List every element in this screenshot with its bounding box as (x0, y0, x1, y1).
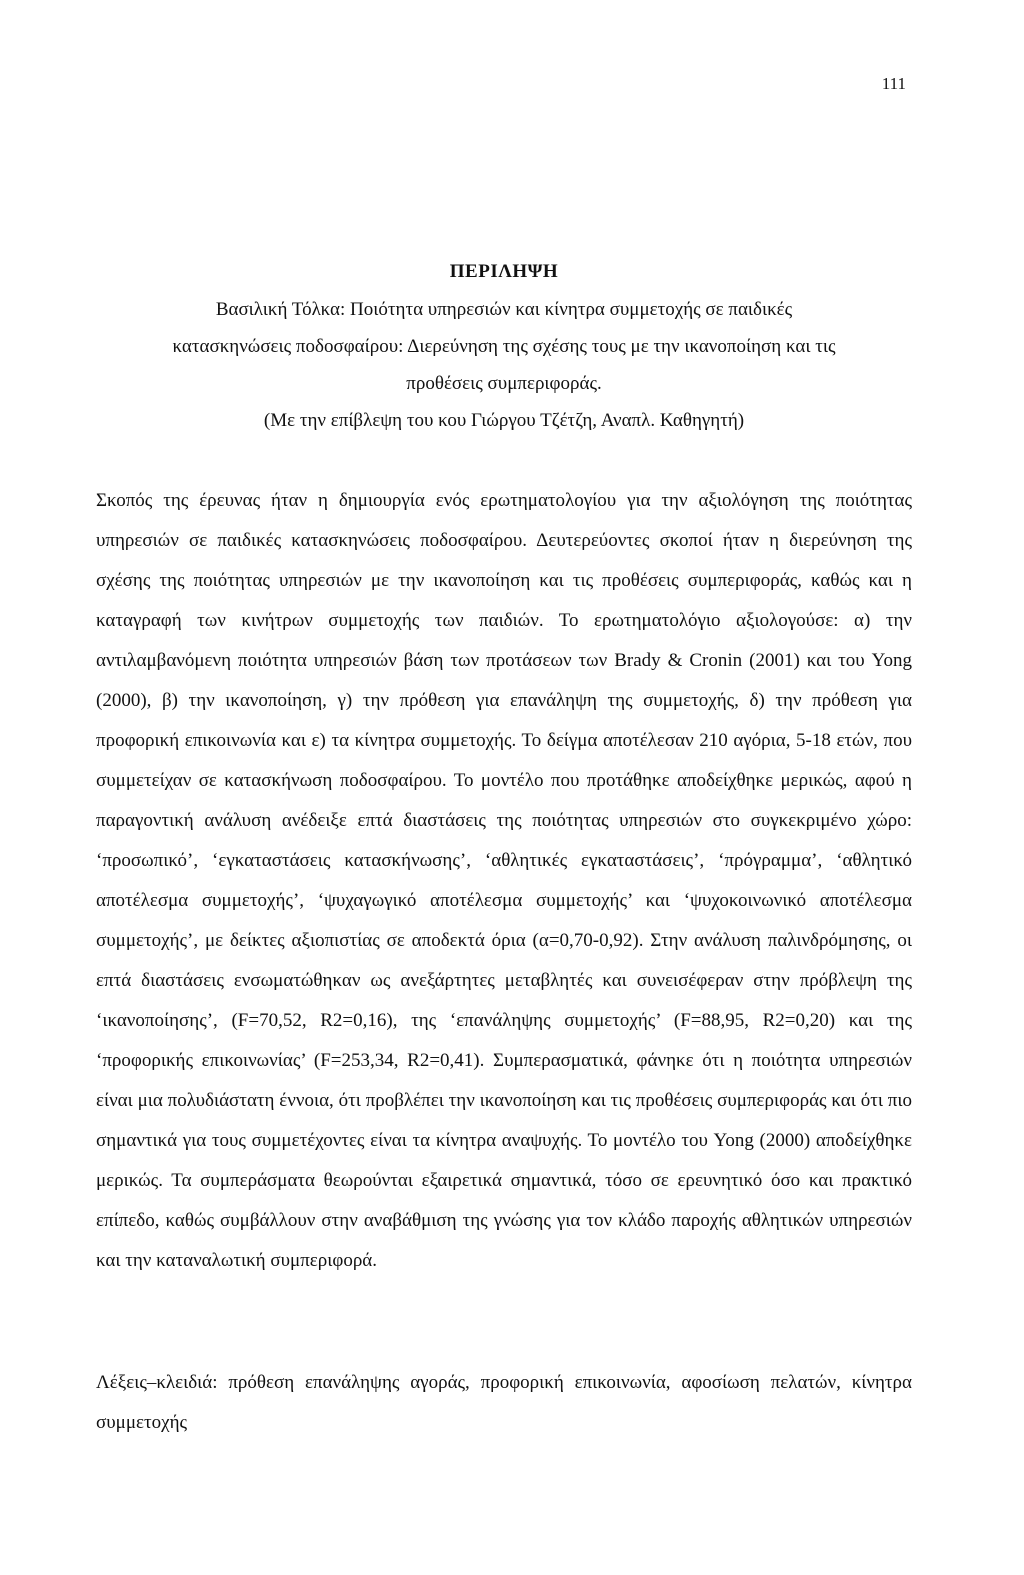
abstract-header (96, 253, 912, 439)
author-title-line-1: Βασιλική Τόλκα: Ποιότητα υπηρεσιών και κίνητρα συμμετοχής σε παιδικές (215, 299, 793, 320)
abstract-title: ΠΕΡΙΛΗΨΗ (449, 261, 559, 282)
author-title-line-2: κατασκηνώσεις ποδοσφαίρου: Διερεύνηση της σχέσης τους με την ικανοποίηση και τις (172, 336, 836, 357)
supervisor-line: (Με την επίβλεψη του κου Γιώργου Τζέτζη, Αναπλ. Καθηγητή) (263, 410, 745, 431)
author-title-line-3: προθέσεις συμπεριφοράς. (406, 373, 602, 394)
abstract-body: Σκοπός της έρευνας ήταν η δημιουργία ενός ερωτηματολογίου για την αξιολόγηση της ποιότητας υπηρεσιών σε παιδικές κατασκηνώσεις ποδοσφαίρου. Δευτερεύοντες σκοποί ήταν η διερεύνηση της σχέσης της ποιότητας υπηρεσιών με την ικανοποίηση και τις προθέσεις συμπεριφοράς, καθώς και η καταγραφή των κινήτρων συμμετοχής των παιδιών. Το ερωτηματολόγιο αξιολογούσε: α) την αντιλαμβανόμενη ποιότητα υπηρεσιών βάση των προτάσεων των Brady & Cronin (2001) και του Yong (2000), β) την ικανοποίηση, γ) την πρόθεση για επανάληψη της συμμετοχής, δ) την πρόθεση για προφορική επικοινωνία και ε) τα κίνητρα συμμετοχής. Το δείγμα αποτέλεσαν 210 αγόρια, 5-18 ετών, που συμμετείχαν σε κατασκήνωση ποδοσφαίρου. Το μοντέλο που προτάθηκε αποδείχθηκε μερικώς, αφού η παραγοντική ανάλυση ανέδειξε επτά διαστάσεις της ποιότητας υπηρεσιών στο συγκεκριμένο χώρο: ‘προσωπικό’, ‘εγκαταστάσεις κατασκήνωσης’, ‘αθλητικές εγκαταστάσεις’, ‘πρόγραμμα’, ‘αθλητικό αποτέλεσμα συμμετοχής’, ‘ψυχαγωγικό αποτέλεσμα συμμετοχής’ και ‘ψυχοκοινωνικό αποτέλεσμα συμμετοχής’, με δείκτες αξιοπιστίας σε αποδεκτά όρια (α=0,70-0,92). Στην ανάλυση παλινδρόμησης, οι επτά διαστάσεις ενσωματώθηκαν ως ανεξάρτητες μεταβλητές και συνεισέφεραν στην πρόβλεψη της ‘ικανοποίησης’, (F=70,52, R2=0,16), της ‘επανάληψης συμμετοχής’ (F=88,95, R2=0,20) και της ‘προφορικής επικοινωνίας’ (F=253,34, R2=0,41). Συμπερασματικά, φάνηκε ότι η ποιότητα υπηρεσιών είναι μια πολυδιάστατη έννοια, ότι προβλέπει την ικανοποίηση και τις προθέσεις συμπεριφοράς και ότι πιο σημαντικά για τους συμμετέχοντες είναι τα κίνητρα αναψυχής. Το μοντέλο του Yong (2000) αποδείχθηκε μερικώς. Τα συμπεράσματα θεωρούνται εξαιρετικά σημαντικά, τόσο σε ερευνητικό όσο και πρακτικό επίπεδο, καθώς συμβάλλουν στην αναβάθμιση της γνώσης για τον κλάδο παροχής αθλητικών υπηρεσιών και την καταναλωτική συμπεριφορά. (96, 490, 912, 1271)
keywords: Λέξεις–κλειδιά: πρόθεση επανάληψης αγοράς, προφορική επικοινωνία, αφοσίωση πελατών, κίνητρα συμμετοχής (96, 1372, 912, 1433)
page-number: 111 (881, 74, 906, 93)
